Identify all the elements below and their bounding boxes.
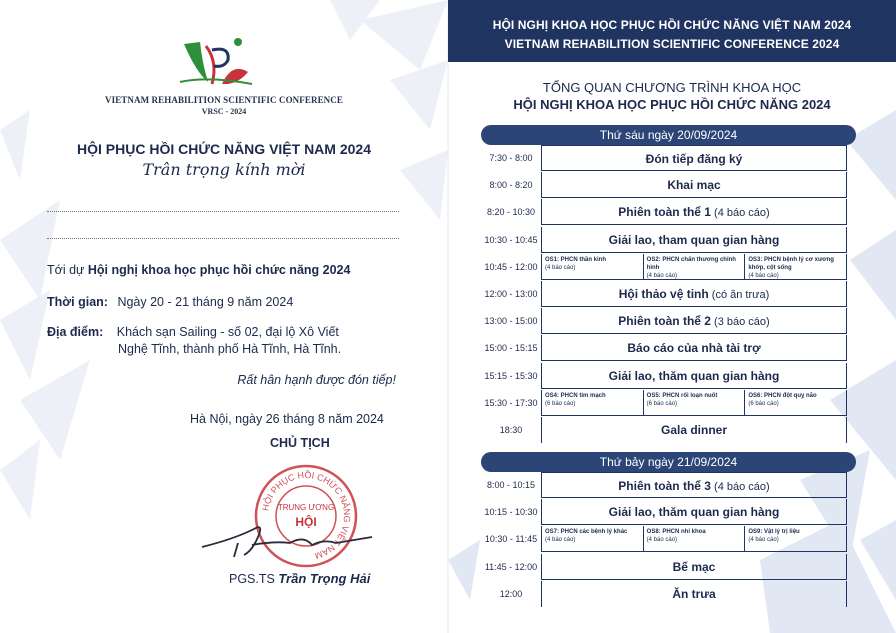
schedule-time: 13:00 - 15:00 [484,316,538,327]
stamp-ring-text: HỘI PHỤC HỒI CHỨC NĂNG VIỆT NAM [260,469,353,561]
schedule-cell [541,281,847,307]
signature [194,517,379,562]
schedule-event [542,281,846,307]
event-note: (có ăn trưa) [708,289,770,301]
time-value: Ngày 20 - 21 tháng 9 năm 2024 [117,295,294,309]
schedule-cell [541,172,847,198]
schedule-row [481,581,847,607]
schedule-time: 10:30 - 11:45 [484,534,538,545]
time-label: Thời gian: [47,295,108,309]
schedule-row [481,526,847,552]
event-note: (4 báo cáo) [710,207,770,220]
schedule-cell [541,227,847,253]
schedule-row [481,417,847,443]
session-title: OS6: PHCN đột quỵ não [748,392,817,399]
place-value-2: Nghệ Tĩnh, thành phố Hà Tĩnh, Hà Tĩnh. [118,342,342,356]
signer [229,571,370,586]
session-title: OS8: PHCN nhi khoa [646,529,706,536]
schedule-time: 12:00 - 13:00 [484,289,538,299]
parallel-session [745,390,846,416]
invite-script: Trân trọng kính mời [142,160,306,179]
schedule-event [542,199,846,225]
session-title: OS5: PHCN rối loạn nuốt [646,392,718,399]
schedule-cell [541,526,847,552]
day2-header: Thứ bảy ngày 21/09/2024 [481,452,856,472]
invite-event: Hội nghị khoa học phục hồi chức năng 2024 [87,263,351,277]
event-title: Bế mạc [672,559,716,574]
schedule-time: 10:30 - 10:45 [484,234,538,245]
chair-title: CHỦ TỊCH [270,436,330,450]
schedule-time: 10:45 - 12:00 [484,261,538,272]
banner-title-en: VIETNAM REHABILITION SCIENTIFIC CONFERENCE 2024 [504,37,840,51]
schedule-cell [541,499,847,525]
session-title: OS3: PHCN bệnh lý cơ xương khớp, cột sống [748,256,834,271]
parallel-session [542,526,644,552]
issue-date: Hà Nội, ngày 26 tháng 8 năm 2024 [190,412,384,426]
schedule-row [481,390,847,416]
event-title: Phiên toàn thể 2 [618,314,711,329]
vrsc-logo [178,32,254,88]
schedule-event [542,172,846,198]
signer-prefix: PGS.TS [229,572,279,586]
session-title: OS9: Vật lý trị liệu [748,529,800,536]
schedule-row [481,472,847,498]
time-line [47,295,293,309]
schedule-cell [541,199,847,225]
event-title: Phiên toàn thể 3 [618,479,711,493]
schedule-event [542,227,846,253]
banner-title-vi: HỘI NGHỊ KHOA HỌC PHỤC HỒI CHỨC NĂNG VIỆT NAM 2024 [492,18,852,32]
schedule-time: 15:15 - 15:30 [484,370,538,381]
session-count: (4 báo cáo) [646,272,678,279]
schedule-cell [541,254,847,280]
event-title: Báo cáo của nhà tài trợ [627,341,761,356]
schedule-row [481,145,847,171]
place-label: Địa điểm: [47,325,104,339]
overview-title: TỔNG QUAN CHƯƠNG TRÌNH KHOA HỌC [542,80,802,95]
session-title: OS4: PHCN tim mạch [545,392,606,399]
place-line [47,325,339,339]
event-title: Đón tiếp đăng ký [645,152,743,166]
parallel-session [745,254,846,280]
invite-prefix: Tới dự [47,263,88,277]
schedule-row [481,554,847,580]
parallel-session [745,526,846,552]
schedule-cell [541,554,847,580]
event-title: Gala dinner [660,423,728,437]
day1-header: Thứ sáu ngày 20/09/2024 [481,125,856,145]
parallel-sessions [542,390,846,416]
session-title: OS7: PHCN các bệnh lý khác [545,529,628,536]
schedule-row [481,335,847,361]
schedule-event [542,473,846,499]
schedule-time: 15:00 - 15:15 [484,343,538,354]
schedule-time: 8:00 - 10:15 [486,480,536,490]
parallel-session [542,254,644,280]
conference-name-en: VIETNAM REHABILITION SCIENTIFIC CONFERENCE [105,95,343,105]
schedule-cell [541,363,847,389]
parallel-sessions [542,526,846,552]
welcome-text: Rất hân hạnh được đón tiếp! [237,373,396,387]
conference-banner [448,0,896,62]
schedule-cell [541,417,847,443]
event-title: Hội thảo vệ tinh [618,287,709,301]
schedule-row [481,499,847,525]
session-count: (6 báo cáo) [748,400,779,407]
overview-subtitle: HỘI NGHỊ KHOA HỌC PHỤC HỒI CHỨC NĂNG 2024 [513,97,831,112]
event-title: Phiên toàn thể 1 [618,205,711,220]
event-title: Giải lao, tham quan gian hàng [608,232,780,247]
schedule-row [481,254,847,280]
stamp-center-top: TRUNG ƯƠNG [277,503,335,512]
event-title: Giải lao, thăm quan gian hàng [608,368,780,383]
schedule-time: 8:00 - 8:20 [489,180,533,191]
schedule-event [542,581,846,607]
session-title: OS1: PHCN thần kinh [545,256,607,263]
event-title: Ăn trưa [672,586,716,601]
schedule-time: 11:45 - 12:00 [484,561,538,572]
signer-name: Trần Trọng Hải [278,571,371,586]
schedule-row [481,308,847,334]
session-title: OS2: PHCN chấn thương chỉnh hình [646,256,736,271]
session-count: (4 báo cáo) [646,537,678,544]
schedule-time: 10:15 - 10:30 [484,507,538,518]
schedule-time: 15:30 - 17:30 [484,397,538,408]
schedule-cell [541,308,847,334]
schedule-time: 8:20 - 10:30 [486,207,536,218]
schedule-event [542,335,846,361]
schedule-time: 18:30 [499,425,523,435]
place-value-1: Khách sạn Sailing - số 02, đại lộ Xô Viết [116,325,339,339]
schedule-time: 7:30 - 8:00 [489,153,533,163]
invite-line [47,263,350,277]
schedule-event [542,308,846,334]
session-count: (4 báo cáo) [748,537,779,544]
schedule-event [542,363,846,389]
event-note: (3 báo cáo) [710,316,770,329]
conference-short: VRSC - 2024 [201,107,247,116]
event-title: Khai mạc [667,178,721,193]
schedule-cell [541,335,847,361]
schedule-cell [541,472,847,498]
parallel-session [644,390,746,416]
schedule-row [481,363,847,389]
schedule-event [542,417,846,443]
parallel-sessions [542,254,846,280]
schedule-row [481,227,847,253]
schedule-row [481,199,847,225]
program-panel [448,0,896,633]
session-count: (4 báo cáo) [545,264,576,271]
session-count: (4 báo cáo) [545,537,576,544]
stamp-center: HỘI [295,515,317,529]
session-count: (6 báo cáo) [545,400,576,407]
session-count: (6 báo cáo) [646,400,678,407]
host-title: HỘI PHỤC HỒI CHỨC NĂNG VIỆT NAM 2024 [77,141,371,157]
guest-name-line [47,238,399,239]
schedule-time: 12:00 [499,588,523,599]
schedule-cell [541,581,847,607]
schedule-cell [541,145,847,171]
parallel-session [644,254,746,280]
schedule-event [542,146,846,172]
guest-name-line [47,211,399,212]
schedule-row [481,281,847,307]
session-count: (4 báo cáo) [748,272,779,279]
parallel-session [644,526,746,552]
event-note: (4 báo cáo) [710,481,770,493]
parallel-session [542,390,644,416]
schedule-cell [541,390,847,416]
event-title: Giải lao, thăm quan gian hàng [608,505,780,520]
schedule-event [542,554,846,580]
schedule-row [481,172,847,198]
schedule-event [542,499,846,525]
